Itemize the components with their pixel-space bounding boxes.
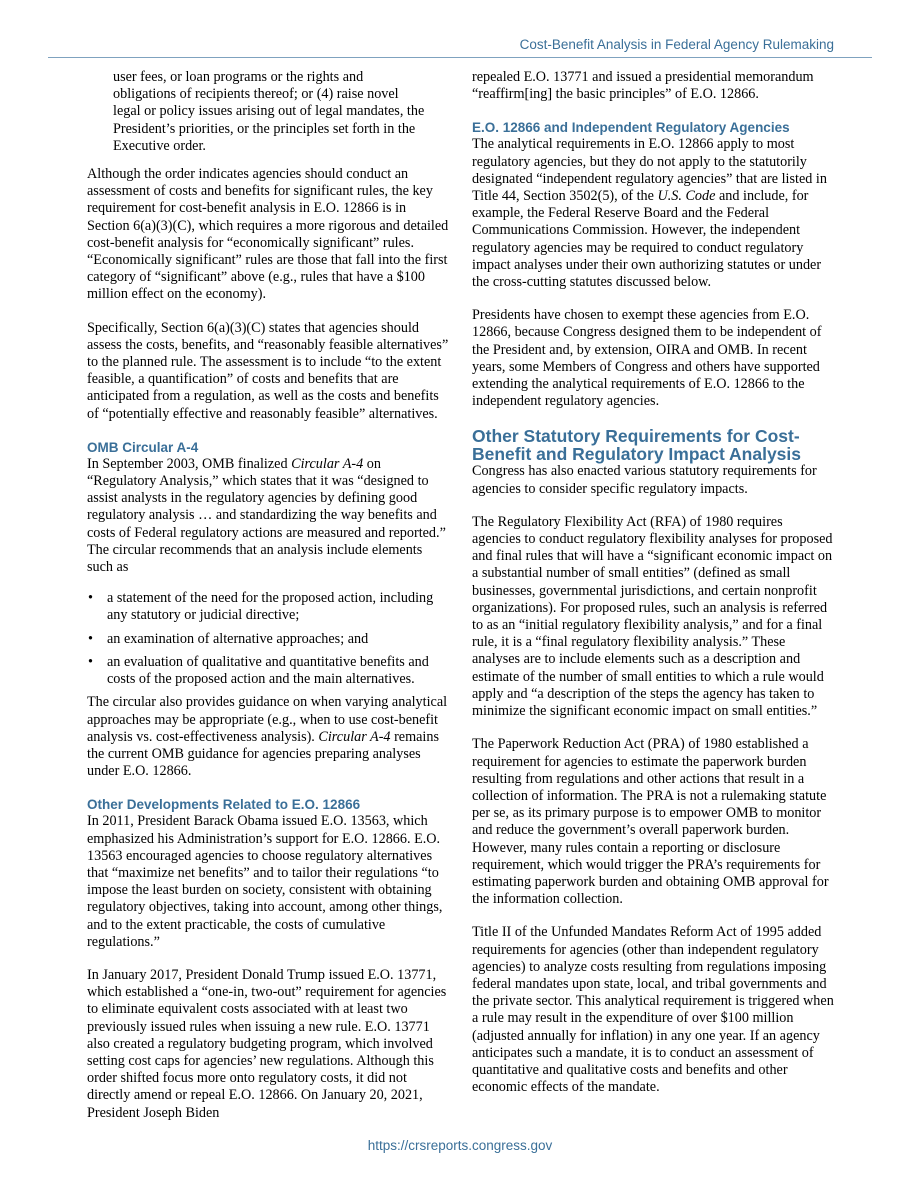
heading-omb-circular: OMB Circular A-4 — [87, 439, 199, 455]
list-item: • a statement of the need for the proposed action, including any statutory or judicial directive; — [88, 590, 434, 624]
heading-statutory-requirements: Other Statutory Requirements for Cost-Benefit and Regulatory Impact Analysis — [472, 426, 802, 464]
paragraph-biden-repeal: repealed E.O. 13771 and issued a presidential memorandum “reaffirm[ing] the basic principles” of E.O. 12866. — [472, 69, 814, 103]
paragraph-rfa: The Regulatory Flexibility Act (RFA) of 1980 requires agencies to conduct regulatory flexibility analyses for proposed and final rules that will have a “significant economic impact on a substantial number of small entities” (defined as small businesses, governmental jurisdictions, and certain nonprofit organizations). For proposed rules, such an analysis is referred to as an “initial regulatory flexibility analysis,” and for a final rule, it is a “final regulatory flexibility analysis.” These analyses are to include elements such as a description and estimate of the number of small entities to which a rule would apply and “a description of the steps the agency has taken to minimize the significant economic impact on small entities.” — [472, 513, 833, 720]
bullet-icon: • — [88, 590, 93, 607]
left-column — [87, 69, 449, 1138]
indented-continuation: user fees, or loan programs or the rights and obligations of recipients thereof; or (4) raise novel legal or policy issues arising out of legal mandates, the President’s priorities, or the principles set forth in the Executive order. — [113, 69, 425, 154]
paragraph-circular-guidance: The circular also provides guidance on when varying analytical approaches may be appropriate (e.g., when to use cost-benefit analysis vs. cost-effectiveness analysis). Circular A-4 remains the current OMB guidance for agencies preparing analyses under E.O. 12866. — [87, 694, 448, 780]
paragraph-circular-a4: In September 2003, OMB finalized Circular A-4 on “Regulatory Analysis,” which states that it was “designed to assist analysts in the regulatory agencies by defining good regulatory analysis … and standardizing the way benefits and costs of Federal regulatory actions are measured and reported.” The circular recommends that an analysis include elements such as — [87, 455, 446, 576]
paragraph-umra: Title II of the Unfunded Mandates Reform Act of 1995 added requirements for agencies (other than independent regulatory agencies) to analyze costs resulting from regulations imposing federal mandates upon state, local, and tribal governments and the private sector. This analytical requirement is triggered when a rule may result in the expenditure of over $100 million (adjusted annually for inflation) in any one year. If an agency anticipates such a mandate, it is to conduct an assessment of quantitative and qualitative costs and benefits and other economic effects of the mandate. — [472, 924, 834, 1096]
paragraph-eo-13771: In January 2017, President Donald Trump issued E.O. 13771, which established a “one-in, two-out” requirement for agencies to eliminate equivalent costs associated with at least two previously issued rules when issuing a new rule. E.O. 13771 also created a regulatory budgeting program, which involved setting cost caps for agencies’ new regulations. Although this order shifted focus more onto regulatory costs, it did not directly amend or repeal E.O. 12866. On January 20, 2021, President Joseph Biden — [87, 966, 447, 1121]
bullet-icon: • — [88, 630, 93, 647]
paragraph-exemption: Presidents have chosen to exempt these agencies from E.O. 12866, because Congress designed them to be independent of the President and, by extension, OIRA and OMB. In recent years, some Members of Congress and others have supported extending the analytical requirements of E.O. 12866 to the independent regulatory agencies. — [472, 307, 822, 410]
bullet-icon: • — [88, 653, 93, 670]
right-column — [472, 69, 834, 1112]
paragraph-independent-agencies: The analytical requirements in E.O. 12866 apply to most regulatory agencies, but they do not apply to the statutorily designated “independent regulatory agencies” that are listed in Title 44, Section 3502(5), of the U.S. Code and include, for example, the Federal Reserve Board and the Federal Communications Commission. However, the independent regulatory agencies may be required to conduct regulatory impact analyses under their own authorizing statutes or under the cross-cutting statutes discussed below. — [472, 136, 827, 291]
paragraph-eo-13563: In 2011, President Barack Obama issued E.O. 13563, which emphasized his Administration’s support for E.O. 12866. E.O. 13563 encouraged agencies to choose regulatory alternatives that “maximize net benefits” and to tailor their regulations “to impose the least burden on society, consistent with obtaining regulatory objectives, taking into account, among other things, and to the extent practicable, the costs of cumulative regulations.” — [87, 813, 443, 950]
paragraph-economically-significant: Although the order indicates agencies should conduct an assessment of costs and benefits for significant rules, the key requirement for cost-benefit analysis in E.O. 12866 is in Section 6(a)(3)(C), which requires a more rigorous and detailed cost-benefit analysis for “economically significant” rules. “Economically significant” rules are those that fall into the first category of “significant” above (e.g., rules that have a $100 million effect on the economy). — [87, 166, 449, 303]
paragraph-congress-statutes: Congress has also enacted various statutory requirements for agencies to consider specific regulatory impacts. — [472, 463, 817, 497]
heading-other-developments: Other Developments Related to E.O. 12866 — [87, 797, 361, 813]
paragraph-pra: The Paperwork Reduction Act (PRA) of 1980 established a requirement for agencies to estimate the paperwork burden resulting from regulations and other actions that result in a collection of information. The PRA is not a rulemaking statute per se, as its primary purpose is to empower OMB to monitor and reduce the government’s overall paperwork burden. However, many rules contain a reporting or disclosure requirement, which would trigger the PRA’s requirements for estimating paperwork burden and obtaining OMB approval for the information collection. — [472, 736, 829, 908]
list-item: • an evaluation of qualitative and quantitative benefits and costs of the proposed action and the main alternatives. — [88, 653, 429, 688]
circular-elements-list — [87, 590, 449, 688]
paragraph-section-6a3c: Specifically, Section 6(a)(3)(C) states that agencies should assess the costs, benefits, and “reasonably feasible alternatives” to the planned rule. The assessment is to include “to the extent feasible, a quantification” of costs and benefits that are anticipated from a regulation, as well as the costs and benefits of “potentially effective and reasonably feasible” alternatives. — [87, 319, 449, 422]
heading-independent-agencies: E.O. 12866 and Independent Regulatory Agencies — [472, 120, 790, 136]
footer-url-link[interactable]: https://crsreports.congress.gov — [367, 1138, 553, 1153]
header-divider — [48, 57, 872, 58]
list-item: • an examination of alternative approaches; and — [88, 630, 369, 647]
running-header: Cost-Benefit Analysis in Federal Agency Rulemaking — [519, 37, 834, 52]
